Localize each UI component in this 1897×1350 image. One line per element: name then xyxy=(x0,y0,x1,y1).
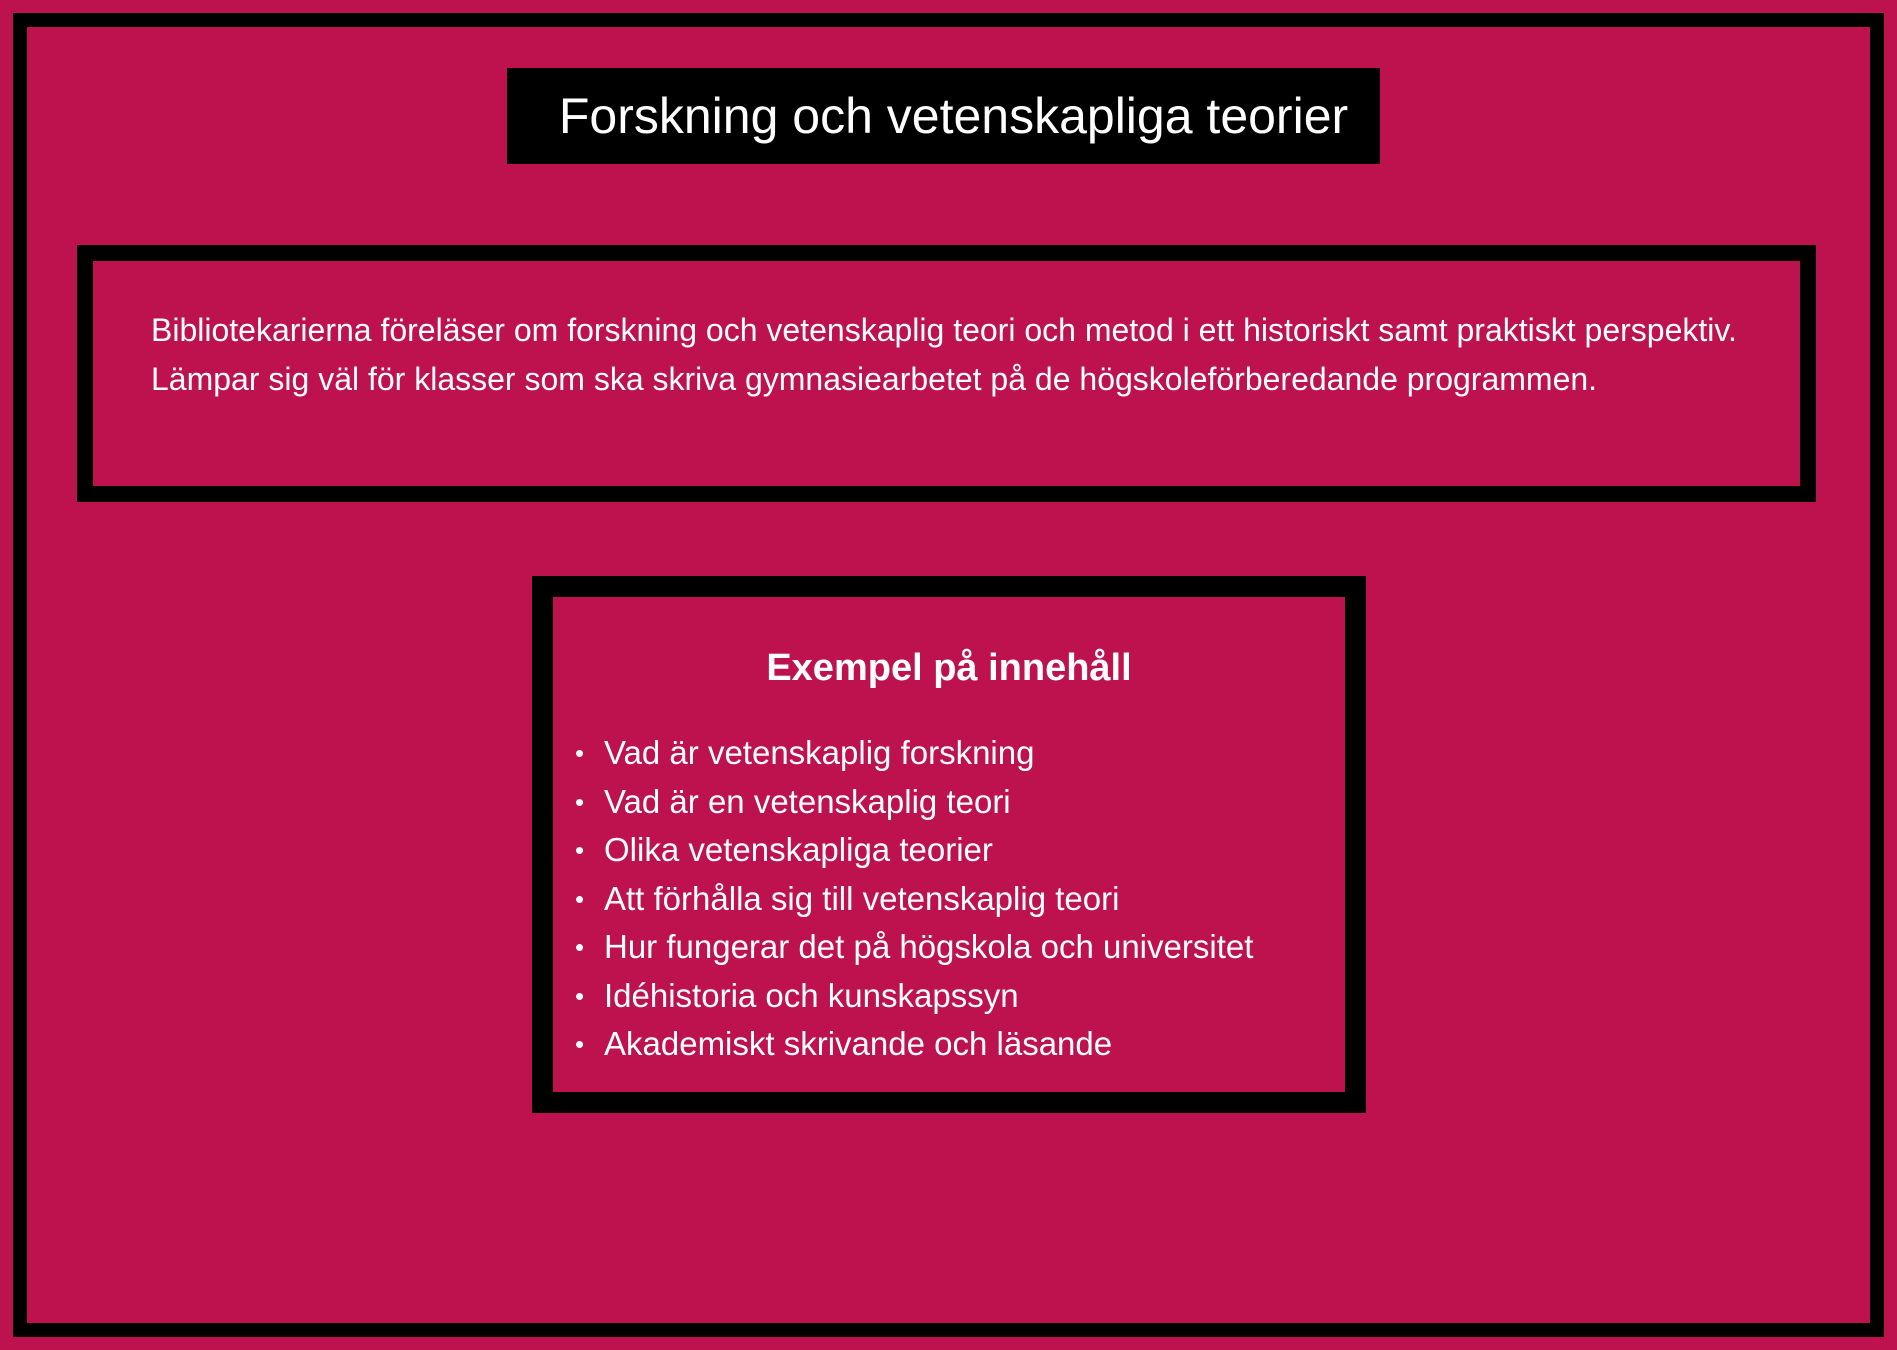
bullet-icon: • xyxy=(575,980,585,1011)
page-title: Forskning och vetenskapliga teorier xyxy=(558,88,1349,144)
list-item-text: Idéhistoria och kunskapssyn xyxy=(604,976,1019,1014)
list-item xyxy=(573,1020,1253,1069)
list-item-text: Att förhålla sig till vetenskaplig teori xyxy=(604,879,1120,917)
list-item xyxy=(573,875,1253,924)
content-heading: Exempel på innehåll xyxy=(766,647,1132,689)
list-item xyxy=(573,923,1253,972)
list-item xyxy=(573,826,1253,875)
bullet-icon: • xyxy=(575,835,585,865)
bullet-icon: • xyxy=(575,883,585,914)
list-item-text: Olika vetenskapliga teorier xyxy=(604,831,993,868)
bullet-icon: • xyxy=(575,738,585,768)
list-item xyxy=(573,778,1253,827)
description-box xyxy=(77,245,1816,502)
bullet-icon: • xyxy=(575,786,585,817)
list-item-text: Vad är vetenskaplig forskning xyxy=(604,734,1035,771)
bullet-icon: • xyxy=(575,1029,585,1059)
list-item-text: Akademiskt skrivande och läsande xyxy=(604,1025,1113,1062)
description-text: Bibliotekarierna föreläser om forskning och vetenskaplig teori och metod i ett historiskt samt praktiskt perspektiv. Lämpar sig väl för klasser som ska skriva gymnasiearbetet på de högskoleförberedande programmen. xyxy=(151,312,1737,397)
list-item-text: Hur fungerar det på högskola och universitet xyxy=(604,928,1254,965)
bullet-icon: • xyxy=(575,932,585,962)
list-item xyxy=(573,972,1253,1021)
title-banner xyxy=(507,68,1380,164)
list-item xyxy=(573,729,1253,778)
list-item-text: Vad är en vetenskaplig teori xyxy=(604,782,1011,820)
content-list xyxy=(573,729,1253,1069)
content-box xyxy=(532,576,1366,1113)
